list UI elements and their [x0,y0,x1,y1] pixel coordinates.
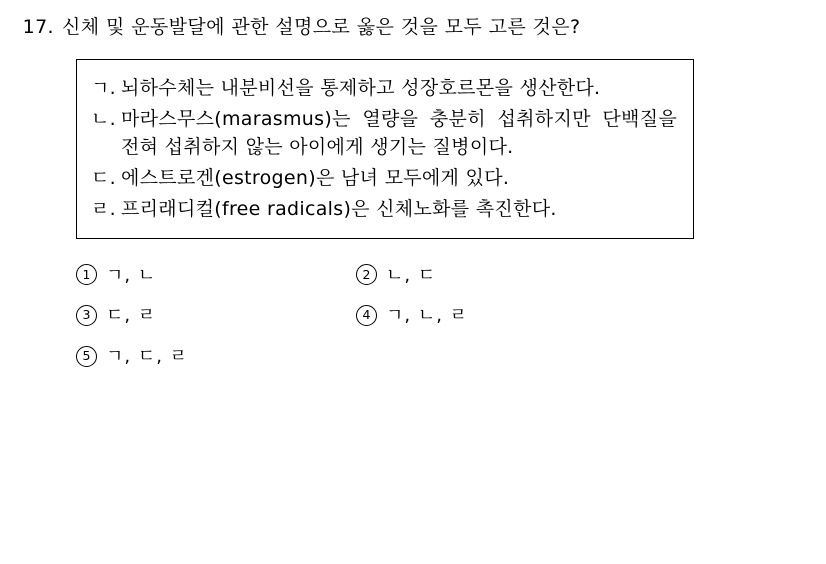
statement-text: 에스트로겐(estrogen)은 남녀 모두에게 있다. [121,167,510,190]
question-stem [18,14,808,41]
choice-label-3: ㄷ, ㄹ [106,305,157,327]
question-number: 17. [22,16,54,38]
choice-number-circle-4: 4 [356,305,377,326]
choice-option-2[interactable] [356,261,636,288]
choice-option-5[interactable] [76,342,356,369]
statement-item [91,74,677,102]
choice-row [76,261,636,288]
choice-label-4: ㄱ, ㄴ, ㄹ [386,305,469,327]
choice-option-1[interactable] [76,261,356,288]
choice-option-3[interactable] [76,301,356,328]
statement-text: 프리래디컬(free radicals)은 신체노화를 촉진한다. [121,198,557,221]
statement-text: 마라스무스(marasmus)는 열량을 충분히 섭취하지만 단백질을 전혀 섭취하지 않는 아이에게 생기는 질병이다. [121,108,677,159]
choice-label-5: ㄱ, ㄷ, ㄹ [106,346,189,368]
question-text: 신체 및 운동발달에 관한 설명으로 옳은 것을 모두 고른 것은? [62,16,581,38]
choice-row [76,301,636,328]
choice-row [76,342,636,369]
statement-label: ㄱ. [91,76,116,99]
statements-box [76,59,694,239]
choice-number-circle-1: 1 [76,264,97,285]
choice-number-circle-5: 5 [76,346,97,367]
choice-number-circle-2: 2 [356,264,377,285]
statement-item [91,164,677,192]
choice-label-2: ㄴ, ㄷ [386,264,437,286]
choice-number-circle-3: 3 [76,305,97,326]
answer-choices [76,261,636,369]
statement-text: 뇌하수체는 내분비선을 통제하고 성장호르몬을 생산한다. [121,76,601,99]
statement-label: ㄹ. [91,198,116,221]
choice-label-1: ㄱ, ㄴ [106,264,157,286]
statement-label: ㄷ. [91,167,116,190]
statement-item [91,195,677,223]
statement-label: ㄴ. [91,108,116,131]
choice-option-4[interactable] [356,301,636,328]
statement-item [91,105,677,161]
